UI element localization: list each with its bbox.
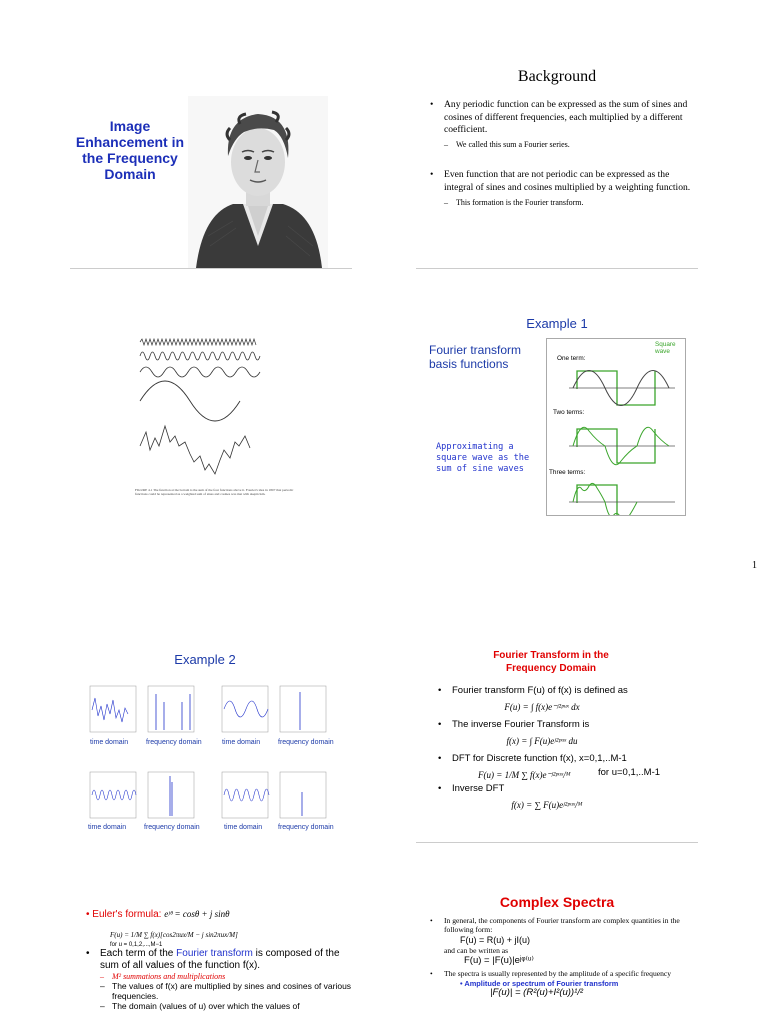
basis-functions-label: Fourier transform basis functions <box>429 343 522 371</box>
eq-complex-polar: F(u) = |F(u)|eʲᵠ⁽ᵘ⁾ <box>464 955 534 967</box>
caption-r2-3: time domain <box>224 824 263 831</box>
plot-freq-4 <box>278 768 328 822</box>
slide-1 <box>70 88 352 268</box>
slide-4-title: Example 1 <box>526 316 588 331</box>
plot-time-1 <box>88 682 138 736</box>
bullet-each-term: • Each term of the Fourier transform is composed of the sum of all values of the function f(x). <box>86 948 356 972</box>
divider <box>70 268 352 269</box>
slide-1-title: Image Enhancement in the Frequency Domain <box>75 118 185 182</box>
slide-6-body <box>438 685 696 811</box>
euler-eq: eʲᶿ = cosθ + j sinθ <box>164 909 230 919</box>
caption-r2-2: frequency domain <box>144 824 200 831</box>
square-wave-panel <box>546 338 686 516</box>
slide-8-body <box>430 916 692 997</box>
divider <box>416 842 698 843</box>
bullet-complex: • In general, the components of Fourier transform are complex quantities in the following form: <box>430 916 692 935</box>
slide-6-title: Fourier Transform in the Frequency Domain <box>493 650 609 674</box>
plot-time-3 <box>88 768 138 822</box>
sub-bullet-1: – We called this sum a Fourier series. <box>444 139 692 152</box>
slide-4 <box>416 316 698 526</box>
eq-ft: F(u) = ∫ f(x)e⁻ʲ²ᵖᵘˣ dx <box>504 702 580 712</box>
eq-dft: F(u) = 1/M ∑ f(x)e⁻ʲ²ᵖᵘˣ/ᴹ <box>478 770 571 780</box>
caption-r1-2: frequency domain <box>146 739 202 746</box>
plot-freq-1 <box>146 682 196 736</box>
slide-5 <box>80 650 350 840</box>
slide-8 <box>416 894 698 1024</box>
sub-amplitude: • Amplitude or spectrum of Fourier transform <box>460 978 619 988</box>
plot-time-4 <box>220 768 270 822</box>
caption-r2-1: time domain <box>88 824 127 831</box>
plot-freq-2 <box>278 682 328 736</box>
caption-r2-4: frequency domain <box>278 824 334 831</box>
bullet-2: • Even function that are not periodic can be expressed as the integral of sines and cosines multiplied by a weighting function. <box>430 169 692 194</box>
caption-r1-1: time domain <box>90 739 129 746</box>
bullet-spectra: • The spectra is usually represented by the amplitude of a specific frequency <box>430 969 692 978</box>
euler-line: • Euler's formula: eʲᶿ = cosθ + j sinθ <box>86 909 230 920</box>
slide-6 <box>416 645 698 830</box>
slide-8-title: Complex Spectra <box>499 894 615 910</box>
figure-caption: FIGURE 4.1 The function at the bottom is the sum of the four functions above it. Fourier's idea in 1807 that periodic functions could be represented as a weighted sum of sines and cosines was met with skepticism. <box>135 488 294 497</box>
written-as: and can be written as <box>444 945 509 955</box>
approx-label: Approximating a square wave as the sum of sine waves <box>436 442 530 474</box>
slide-2-title: Background <box>517 68 597 85</box>
sub-m2: – M² summations and multiplications <box>100 972 356 981</box>
plot-time-2 <box>220 682 270 736</box>
term-label-1: One term: <box>557 355 586 362</box>
bullet-dft: • DFT for Discrete function f(x), x=0,1,..M-1 <box>438 753 696 765</box>
sub-values: – The values of f(x) are multiplied by sines and cosines of various frequencies. <box>100 981 356 1001</box>
term-label-2: Two terms: <box>553 409 585 416</box>
bullet-ft-def: • Fourier transform F(u) of f(x) is defined as <box>438 685 696 697</box>
slide-3 <box>130 336 294 516</box>
dft-expansion-range: for u = 0,1,2,...,M−1 <box>110 942 163 948</box>
page-number: 1 <box>752 560 757 571</box>
sub-domain: – The domain (values of u) over which the values of <box>100 1001 356 1011</box>
slide-5-title: Example 2 <box>174 652 236 667</box>
euler-label: Euler's formula: <box>92 909 162 920</box>
caption-r1-3: time domain <box>222 739 261 746</box>
eq-amplitude: |F(u)| = (R²(u)+I²(u))¹/² <box>490 987 584 999</box>
slide-2 <box>416 68 698 268</box>
bullet-inverse-dft: • Inverse DFT <box>438 783 696 795</box>
slide-7 <box>86 908 356 1024</box>
caption-r1-4: frequency domain <box>278 739 334 746</box>
bullet-inverse: • The inverse Fourier Transform is <box>438 719 696 731</box>
term-label-3: Three terms: <box>549 469 586 476</box>
square-wave-label: Square wave <box>655 341 676 355</box>
eq-inverse-dft: f(x) = ∑ F(u)eʲ²ᵖᵘˣ/ᴹ <box>511 800 583 810</box>
plot-freq-3 <box>146 768 196 822</box>
divider <box>416 268 698 269</box>
eq-dft-range: for u=0,1,..M-1 <box>598 767 661 778</box>
sine-waves-figure <box>130 336 290 496</box>
sub-bullet-2: – This formation is the Fourier transform. <box>444 197 692 210</box>
dft-expansion: F(u) = 1/M ∑ f(x)[cos2πux/M − j sin2πux/M] <box>110 931 238 939</box>
eq-inverse: f(x) = ∫ F(u)eʲ²ᵖᵘˣ du <box>506 736 578 746</box>
slide-2-body <box>430 99 692 209</box>
eq-complex-rect: F(u) = R(u) + jI(u) <box>460 934 531 945</box>
bullet-1: • Any periodic function can be expressed as the sum of sines and cosines of different frequencies, each multiplied by a different coefficient. <box>430 99 692 137</box>
fourier-portrait <box>188 96 328 268</box>
